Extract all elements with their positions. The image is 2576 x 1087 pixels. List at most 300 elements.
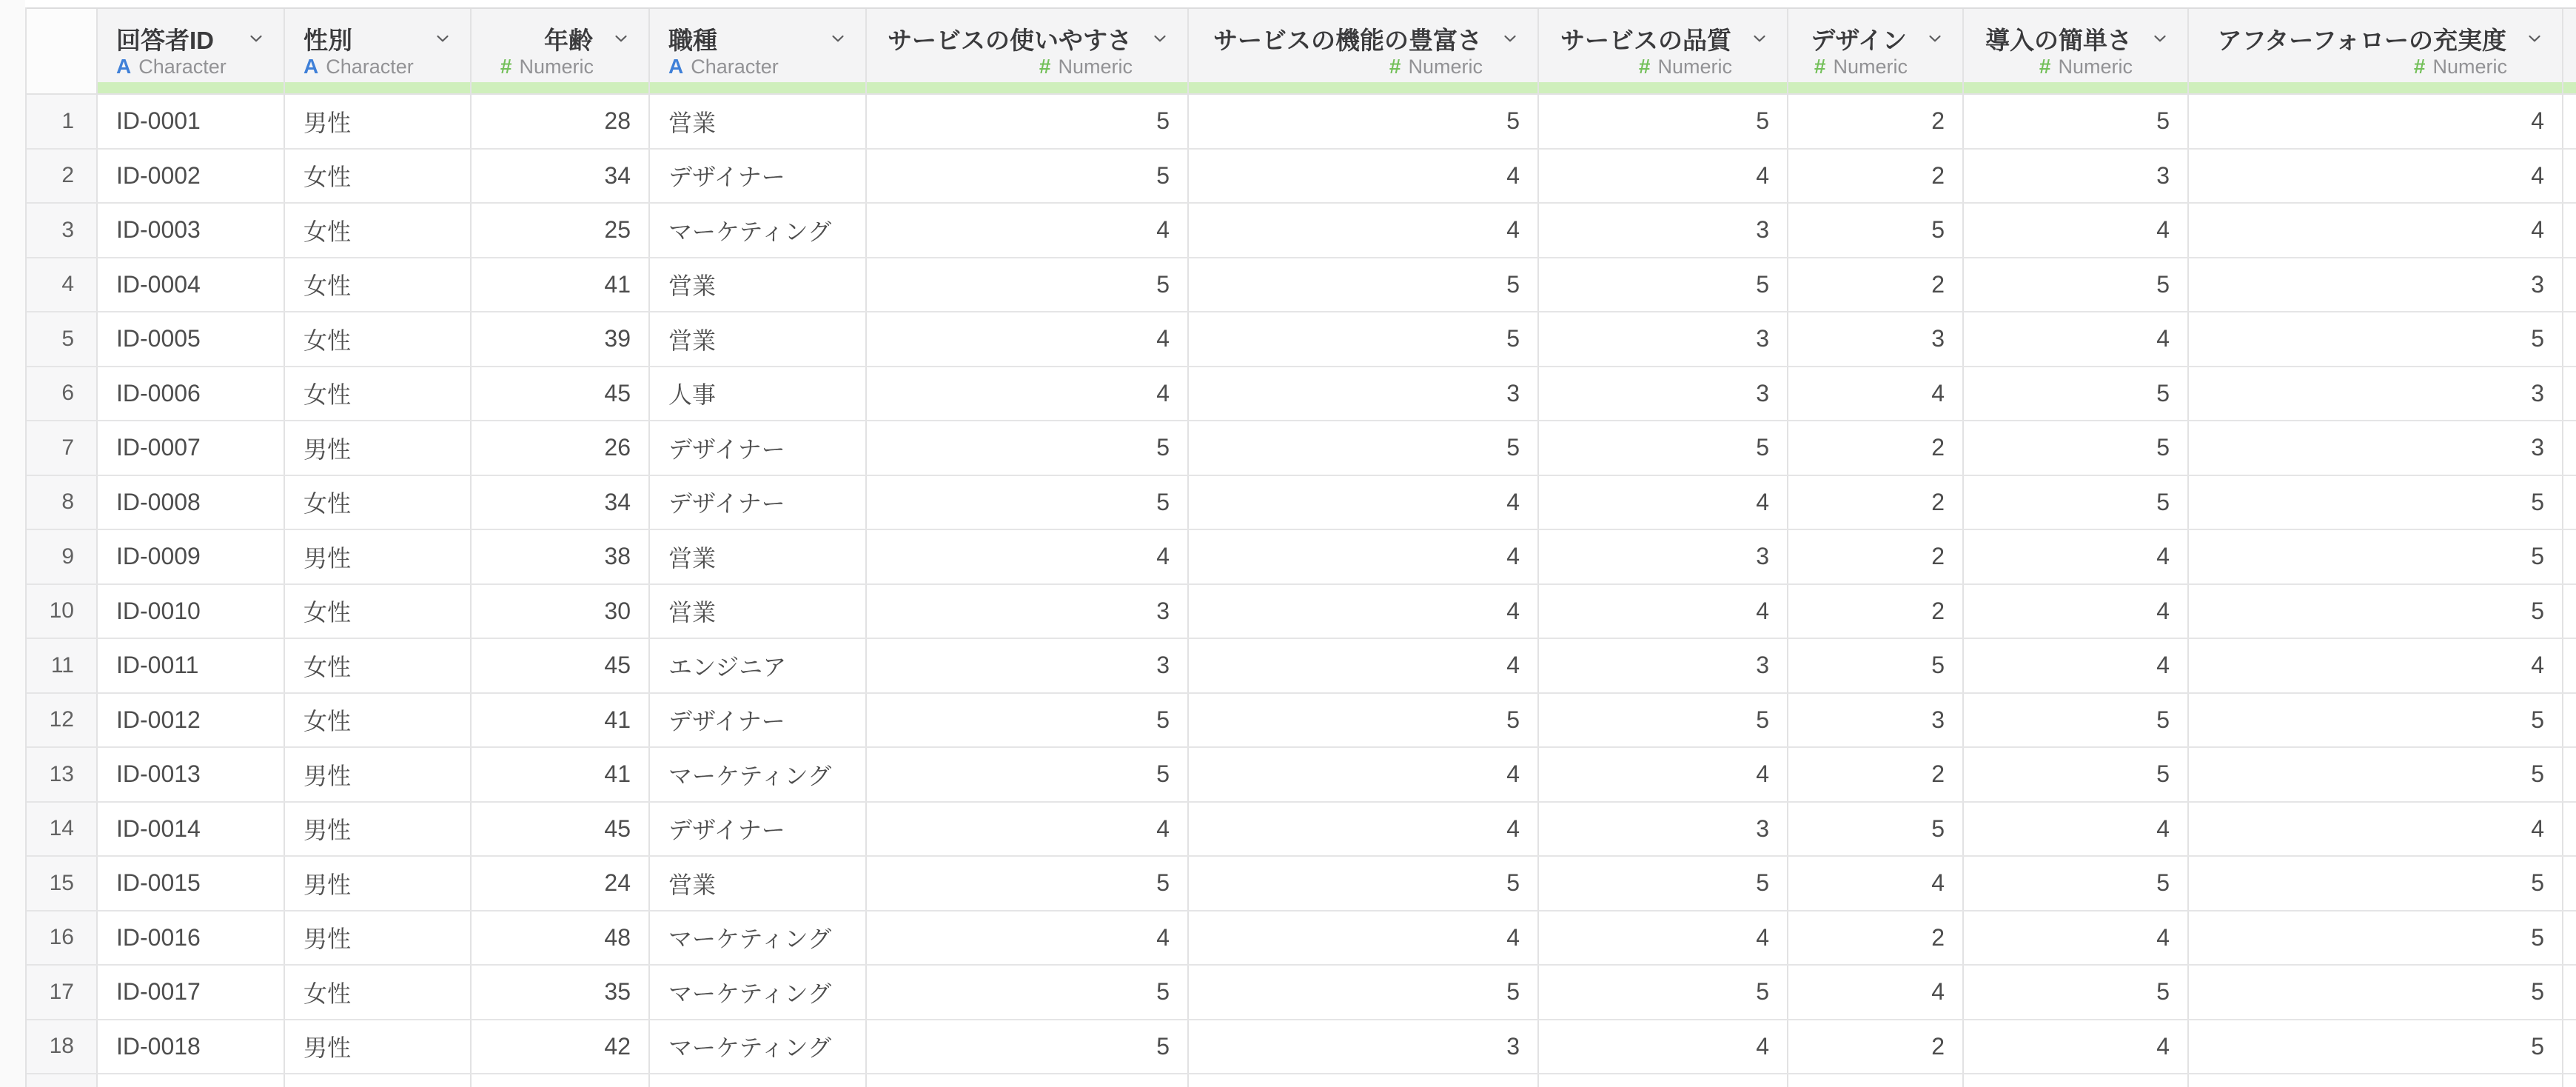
column-type-label: Numeric xyxy=(1657,55,1732,78)
header-cell-col1[interactable] xyxy=(98,9,285,95)
table-row xyxy=(27,1020,2576,1075)
character-type-icon: A xyxy=(303,55,319,78)
cell[interactable]: ID-0007 xyxy=(98,421,285,475)
cell[interactable]: 2 xyxy=(1788,476,1964,529)
cell[interactable]: 4 xyxy=(1189,585,1539,638)
cell[interactable]: 4 xyxy=(1189,639,1539,692)
chevron-down-icon[interactable] xyxy=(433,29,452,48)
data-table xyxy=(25,7,2576,1087)
cell[interactable]: 5 xyxy=(1964,857,2189,910)
table-row xyxy=(27,476,2576,531)
cell[interactable]: 5 xyxy=(1788,639,1964,692)
left-gutter xyxy=(0,0,25,1087)
row-number-cell[interactable]: 17 xyxy=(27,966,98,1019)
row-number-cell[interactable]: 11 xyxy=(27,639,98,692)
column-title-line xyxy=(2189,24,2562,53)
cell[interactable]: 4 xyxy=(1539,150,1788,203)
cell[interactable]: 2 xyxy=(1788,150,1964,203)
cell[interactable]: 3 xyxy=(1964,150,2189,203)
cell[interactable]: 3 xyxy=(1788,312,1964,366)
column-title-line xyxy=(285,24,470,53)
column-type-line xyxy=(1964,55,2187,78)
cell[interactable]: ID-0015 xyxy=(98,857,285,910)
cell[interactable]: 2 xyxy=(1788,95,1964,148)
header-cell-col7[interactable] xyxy=(1539,9,1788,95)
cell[interactable]: 5 xyxy=(1964,476,2189,529)
cell[interactable]: 5 xyxy=(1964,748,2189,801)
cell[interactable]: 24 xyxy=(472,857,650,910)
cell[interactable]: ID-0003 xyxy=(98,204,285,257)
column-title: サービスの使いやすさ xyxy=(888,26,1132,54)
cell[interactable]: デザイナー xyxy=(650,150,867,203)
cell[interactable]: 3 xyxy=(2189,421,2563,475)
cell[interactable]: 男性 xyxy=(285,912,472,965)
table-row xyxy=(27,421,2576,476)
table-row xyxy=(27,803,2576,857)
cell[interactable]: 5 xyxy=(867,95,1189,148)
cell[interactable]: ID-0008 xyxy=(98,476,285,529)
cell[interactable]: 26 xyxy=(472,421,650,475)
cell[interactable]: 営業 xyxy=(650,312,867,366)
cell[interactable]: 3 xyxy=(1539,204,1788,257)
header-row xyxy=(27,7,2576,95)
column-type-line xyxy=(1788,55,1962,78)
cell[interactable]: 女性 xyxy=(285,150,472,203)
cell[interactable]: 女性 xyxy=(285,204,472,257)
cell[interactable]: ID-0001 xyxy=(98,95,285,148)
cell[interactable]: 人事 xyxy=(650,367,867,421)
cell[interactable]: 4 xyxy=(1964,585,2189,638)
cell[interactable]: 30 xyxy=(472,585,650,638)
header-overflow-strip xyxy=(2563,9,2576,95)
cell[interactable]: 3 xyxy=(1788,694,1964,747)
cell[interactable]: 5 xyxy=(2189,585,2563,638)
cell[interactable]: 男性 xyxy=(285,803,472,856)
chevron-down-icon[interactable] xyxy=(1925,29,1945,48)
row-number-cell[interactable]: 13 xyxy=(27,748,98,801)
cell[interactable]: 3 xyxy=(2189,258,2563,312)
cell[interactable]: 39 xyxy=(472,312,650,366)
table-row xyxy=(27,150,2576,204)
header-cell-col2[interactable] xyxy=(285,9,472,95)
table-body xyxy=(27,95,2576,1087)
cell[interactable]: 4 xyxy=(2189,204,2563,257)
cell[interactable]: 5 xyxy=(1189,857,1539,910)
cell[interactable]: 48 xyxy=(472,912,650,965)
cell[interactable]: 5 xyxy=(1539,966,1788,1019)
numeric-type-icon: # xyxy=(500,55,512,78)
cell[interactable]: 2 xyxy=(1788,912,1964,965)
column-type-line xyxy=(1539,55,1787,78)
cell[interactable] xyxy=(98,1074,285,1087)
numeric-type-icon: # xyxy=(1638,55,1651,78)
column-accent-bar xyxy=(1964,82,2187,93)
row-number-cell[interactable]: 14 xyxy=(27,803,98,856)
column-type-label: Numeric xyxy=(1408,55,1483,78)
cell[interactable]: 4 xyxy=(2189,639,2563,692)
cell[interactable]: 4 xyxy=(1964,803,2189,856)
cell[interactable]: 5 xyxy=(2189,748,2563,801)
cell[interactable]: 5 xyxy=(1964,367,2189,421)
row-number-cell[interactable]: 6 xyxy=(27,367,98,421)
cell[interactable]: 3 xyxy=(1539,312,1788,366)
table-row xyxy=(27,95,2576,150)
cell[interactable]: デザイナー xyxy=(650,476,867,529)
chevron-down-icon[interactable] xyxy=(1500,29,1520,48)
cell[interactable]: ID-0012 xyxy=(98,694,285,747)
column-type-line xyxy=(1189,55,1537,78)
column-accent-bar xyxy=(1189,82,1537,93)
cell[interactable]: デザイナー xyxy=(650,694,867,747)
cell[interactable]: 5 xyxy=(2189,476,2563,529)
cell[interactable]: 5 xyxy=(1964,421,2189,475)
column-type-label: Character xyxy=(138,55,227,78)
cell[interactable]: 男性 xyxy=(285,1020,472,1074)
row-number-cell[interactable]: 16 xyxy=(27,912,98,965)
cell[interactable]: 25 xyxy=(472,204,650,257)
table-row xyxy=(27,857,2576,912)
cell[interactable]: 営業 xyxy=(650,258,867,312)
cell[interactable]: 男性 xyxy=(285,748,472,801)
row-number-cell[interactable]: 9 xyxy=(27,530,98,583)
row-number-cell[interactable]: 12 xyxy=(27,694,98,747)
table-row xyxy=(27,258,2576,313)
cell[interactable]: 2 xyxy=(1788,258,1964,312)
column-accent-bar xyxy=(2189,82,2562,93)
cell[interactable]: 5 xyxy=(1539,421,1788,475)
column-type-label: Numeric xyxy=(519,55,594,78)
cell[interactable]: 女性 xyxy=(285,476,472,529)
cell[interactable]: 5 xyxy=(1189,312,1539,366)
cell[interactable]: ID-0014 xyxy=(98,803,285,856)
cell[interactable]: 5 xyxy=(867,421,1189,475)
cell[interactable]: マーケティング xyxy=(650,1020,867,1074)
column-accent-bar xyxy=(472,82,648,93)
cell[interactable]: 4 xyxy=(2189,803,2563,856)
cell[interactable]: 4 xyxy=(1964,204,2189,257)
cell[interactable] xyxy=(2189,1074,2563,1087)
row-number-cell[interactable]: 1 xyxy=(27,95,98,148)
cell[interactable]: 34 xyxy=(472,150,650,203)
table-row-partial xyxy=(27,1074,2576,1087)
cell[interactable]: 男性 xyxy=(285,857,472,910)
column-type-label: Numeric xyxy=(2058,55,2133,78)
cell[interactable]: ID-0004 xyxy=(98,258,285,312)
cell[interactable]: 5 xyxy=(1189,966,1539,1019)
cell[interactable]: 4 xyxy=(1539,748,1788,801)
column-title: サービスの機能の豊富さ xyxy=(1213,26,1482,54)
cell[interactable]: 4 xyxy=(867,312,1189,366)
cell[interactable]: デザイナー xyxy=(650,803,867,856)
cell[interactable]: 5 xyxy=(2189,1020,2563,1074)
cell[interactable]: 3 xyxy=(1539,530,1788,583)
cell[interactable]: 5 xyxy=(1964,258,2189,312)
cell[interactable]: 3 xyxy=(1539,803,1788,856)
column-title-line xyxy=(650,24,865,53)
column-title: 年齢 xyxy=(544,26,593,54)
cell[interactable]: 男性 xyxy=(285,530,472,583)
cell[interactable]: 4 xyxy=(1788,857,1964,910)
chevron-down-icon[interactable] xyxy=(2525,29,2544,48)
chevron-down-icon[interactable] xyxy=(1150,29,1170,48)
cell[interactable]: ID-0009 xyxy=(98,530,285,583)
cell[interactable]: 4 xyxy=(867,204,1189,257)
cell[interactable]: 4 xyxy=(1964,912,2189,965)
cell[interactable]: 41 xyxy=(472,748,650,801)
cell[interactable]: 5 xyxy=(867,150,1189,203)
cell[interactable]: 5 xyxy=(1189,258,1539,312)
cell[interactable]: マーケティング xyxy=(650,204,867,257)
column-accent-bar xyxy=(98,82,284,93)
cell[interactable]: 2 xyxy=(1788,1020,1964,1074)
header-cell-col10[interactable] xyxy=(2189,9,2563,95)
cell[interactable]: 4 xyxy=(1189,476,1539,529)
cell[interactable]: ID-0002 xyxy=(98,150,285,203)
cell[interactable]: 5 xyxy=(2189,530,2563,583)
cell[interactable]: 5 xyxy=(867,476,1189,529)
row-number-cell[interactable] xyxy=(27,1074,98,1087)
cell[interactable]: 4 xyxy=(1189,204,1539,257)
numeric-type-icon: # xyxy=(2039,55,2051,78)
cell[interactable]: 4 xyxy=(1189,748,1539,801)
cell[interactable]: 4 xyxy=(1964,530,2189,583)
cell[interactable]: ID-0013 xyxy=(98,748,285,801)
row-number-cell[interactable]: 8 xyxy=(27,476,98,529)
cell[interactable]: 5 xyxy=(1964,966,2189,1019)
cell[interactable]: 3 xyxy=(867,639,1189,692)
row-number-cell[interactable]: 18 xyxy=(27,1020,98,1074)
cell[interactable]: 4 xyxy=(1189,150,1539,203)
column-accent-bar xyxy=(285,82,470,93)
column-type-label: Character xyxy=(691,55,779,78)
cell[interactable]: ID-0011 xyxy=(98,639,285,692)
cell[interactable]: 41 xyxy=(472,258,650,312)
cell[interactable]: 4 xyxy=(1189,912,1539,965)
cell[interactable]: 営業 xyxy=(650,95,867,148)
cell[interactable]: 女性 xyxy=(285,312,472,366)
chevron-down-icon[interactable] xyxy=(611,29,631,48)
cell[interactable]: 5 xyxy=(1964,694,2189,747)
column-title-line xyxy=(1539,24,1787,53)
cell[interactable]: ID-0005 xyxy=(98,312,285,366)
cell[interactable]: 営業 xyxy=(650,857,867,910)
numeric-type-icon: # xyxy=(1814,55,1826,78)
cell[interactable]: 5 xyxy=(1539,258,1788,312)
column-title: アフターフォローの充実度 xyxy=(2217,26,2506,54)
cell[interactable]: 42 xyxy=(472,1020,650,1074)
cell[interactable]: ID-0017 xyxy=(98,966,285,1019)
cell[interactable]: 5 xyxy=(1539,857,1788,910)
row-number-cell[interactable]: 10 xyxy=(27,585,98,638)
table-row xyxy=(27,639,2576,694)
cell[interactable]: 5 xyxy=(1788,803,1964,856)
cell[interactable]: 5 xyxy=(867,1020,1189,1074)
cell[interactable]: 女性 xyxy=(285,585,472,638)
cell[interactable]: 5 xyxy=(2189,966,2563,1019)
cell[interactable]: 45 xyxy=(472,639,650,692)
cell[interactable]: 4 xyxy=(867,530,1189,583)
chevron-down-icon[interactable] xyxy=(828,29,848,48)
cell[interactable]: 2 xyxy=(1788,421,1964,475)
cell[interactable]: 4 xyxy=(1189,530,1539,583)
cell[interactable] xyxy=(1539,1074,1788,1087)
cell[interactable]: 4 xyxy=(1964,639,2189,692)
cell[interactable]: 5 xyxy=(867,748,1189,801)
cell[interactable]: 4 xyxy=(867,803,1189,856)
cell[interactable]: 男性 xyxy=(285,421,472,475)
column-title-line xyxy=(1788,24,1962,53)
column-type-line xyxy=(650,55,865,78)
row-number-cell[interactable]: 2 xyxy=(27,150,98,203)
header-cell-col4[interactable] xyxy=(650,9,867,95)
cell[interactable]: 2 xyxy=(1788,585,1964,638)
table-row xyxy=(27,204,2576,258)
header-cell-col8[interactable] xyxy=(1788,9,1964,95)
header-cell-col3[interactable] xyxy=(472,9,650,95)
cell[interactable]: 34 xyxy=(472,476,650,529)
cell[interactable] xyxy=(472,1074,650,1087)
cell[interactable]: 4 xyxy=(2189,150,2563,203)
cell[interactable]: 女性 xyxy=(285,639,472,692)
cell[interactable]: 5 xyxy=(2189,312,2563,366)
cell[interactable]: 5 xyxy=(2189,912,2563,965)
cell[interactable]: ID-0010 xyxy=(98,585,285,638)
cell[interactable]: 41 xyxy=(472,694,650,747)
header-cell-col6[interactable] xyxy=(1189,9,1539,95)
cell[interactable]: 4 xyxy=(1964,1020,2189,1074)
cell[interactable]: ID-0016 xyxy=(98,912,285,965)
cell[interactable]: マーケティング xyxy=(650,748,867,801)
cell[interactable]: 営業 xyxy=(650,530,867,583)
cell[interactable]: 5 xyxy=(867,857,1189,910)
cell[interactable]: 38 xyxy=(472,530,650,583)
cell[interactable]: 2 xyxy=(1788,748,1964,801)
cell[interactable]: 4 xyxy=(1788,367,1964,421)
cell[interactable]: 3 xyxy=(1189,367,1539,421)
chevron-down-icon[interactable] xyxy=(246,29,266,48)
cell[interactable]: ID-0018 xyxy=(98,1020,285,1074)
cell[interactable]: 4 xyxy=(1539,585,1788,638)
header-cell-col5[interactable] xyxy=(867,9,1189,95)
table-row xyxy=(27,312,2576,367)
cell[interactable]: 45 xyxy=(472,803,650,856)
cell[interactable]: 女性 xyxy=(285,966,472,1019)
cell[interactable]: 5 xyxy=(867,258,1189,312)
cell[interactable] xyxy=(867,1074,1189,1087)
cell[interactable]: 28 xyxy=(472,95,650,148)
cell[interactable] xyxy=(1189,1074,1539,1087)
cell[interactable]: 4 xyxy=(1539,912,1788,965)
cell[interactable]: 35 xyxy=(472,966,650,1019)
table-row xyxy=(27,694,2576,749)
cell[interactable] xyxy=(1964,1074,2189,1087)
numeric-type-icon: # xyxy=(1389,55,1401,78)
numeric-type-icon: # xyxy=(2413,55,2426,78)
cell[interactable]: 5 xyxy=(1964,95,2189,148)
cell[interactable]: 5 xyxy=(2189,857,2563,910)
cell[interactable]: 営業 xyxy=(650,585,867,638)
column-type-line xyxy=(472,55,648,78)
header-cell-col9[interactable] xyxy=(1964,9,2189,95)
corner-cell[interactable] xyxy=(27,9,98,95)
cell[interactable]: 3 xyxy=(1539,367,1788,421)
column-title-line xyxy=(98,24,284,53)
cell[interactable]: 5 xyxy=(1189,95,1539,148)
cell[interactable]: ID-0006 xyxy=(98,367,285,421)
cell[interactable]: 4 xyxy=(1539,476,1788,529)
cell[interactable]: 5 xyxy=(867,966,1189,1019)
cell[interactable]: 5 xyxy=(1539,694,1788,747)
column-accent-bar xyxy=(1539,82,1787,93)
cell[interactable]: 5 xyxy=(867,694,1189,747)
column-type-line xyxy=(98,55,284,78)
cell[interactable]: 5 xyxy=(1189,694,1539,747)
cell[interactable]: デザイナー xyxy=(650,421,867,475)
column-accent-bar xyxy=(2563,82,2576,93)
column-accent-bar xyxy=(1788,82,1962,93)
column-type-line xyxy=(2189,55,2562,78)
cell[interactable] xyxy=(1788,1074,1964,1087)
cell[interactable]: 男性 xyxy=(285,95,472,148)
row-number-cell[interactable]: 4 xyxy=(27,258,98,312)
column-title: 導入の簡単さ xyxy=(1985,26,2132,54)
column-type-label: Numeric xyxy=(1058,55,1133,78)
cell[interactable]: マーケティング xyxy=(650,912,867,965)
row-number-cell[interactable]: 15 xyxy=(27,857,98,910)
cell[interactable]: 女性 xyxy=(285,367,472,421)
column-type-label: Character xyxy=(326,55,414,78)
cell[interactable]: 5 xyxy=(1539,95,1788,148)
row-number-cell[interactable]: 3 xyxy=(27,204,98,257)
cell[interactable]: 3 xyxy=(867,585,1189,638)
row-number-cell[interactable]: 7 xyxy=(27,421,98,475)
column-title-line xyxy=(867,24,1187,53)
table-row xyxy=(27,912,2576,966)
column-accent-bar xyxy=(867,82,1187,93)
chevron-down-icon[interactable] xyxy=(1750,29,1769,48)
cell[interactable]: 4 xyxy=(1788,966,1964,1019)
cell[interactable]: エンジニア xyxy=(650,639,867,692)
column-type-label: Numeric xyxy=(2432,55,2507,78)
cell[interactable] xyxy=(285,1074,472,1087)
cell[interactable]: 5 xyxy=(1788,204,1964,257)
cell[interactable]: 4 xyxy=(2189,95,2563,148)
cell[interactable] xyxy=(650,1074,867,1087)
cell[interactable]: マーケティング xyxy=(650,966,867,1019)
column-accent-bar xyxy=(650,82,865,93)
cell[interactable]: 3 xyxy=(2189,367,2563,421)
column-type-line xyxy=(867,55,1187,78)
row-number-cell[interactable]: 5 xyxy=(27,312,98,366)
cell[interactable]: 女性 xyxy=(285,694,472,747)
cell[interactable]: 5 xyxy=(1189,421,1539,475)
cell[interactable]: 5 xyxy=(2189,694,2563,747)
chevron-down-icon[interactable] xyxy=(2150,29,2170,48)
cell[interactable]: 4 xyxy=(867,912,1189,965)
cell[interactable]: 4 xyxy=(867,367,1189,421)
cell[interactable]: 4 xyxy=(1964,312,2189,366)
cell[interactable]: 45 xyxy=(472,367,650,421)
cell[interactable]: 4 xyxy=(1539,1020,1788,1074)
column-title: サービスの品質 xyxy=(1560,26,1731,54)
cell[interactable]: 3 xyxy=(1189,1020,1539,1074)
cell[interactable]: 3 xyxy=(1539,639,1788,692)
cell[interactable]: 女性 xyxy=(285,258,472,312)
table-row xyxy=(27,530,2576,585)
column-title: 職種 xyxy=(668,26,717,54)
cell[interactable]: 2 xyxy=(1788,530,1964,583)
cell[interactable]: 4 xyxy=(1189,803,1539,856)
